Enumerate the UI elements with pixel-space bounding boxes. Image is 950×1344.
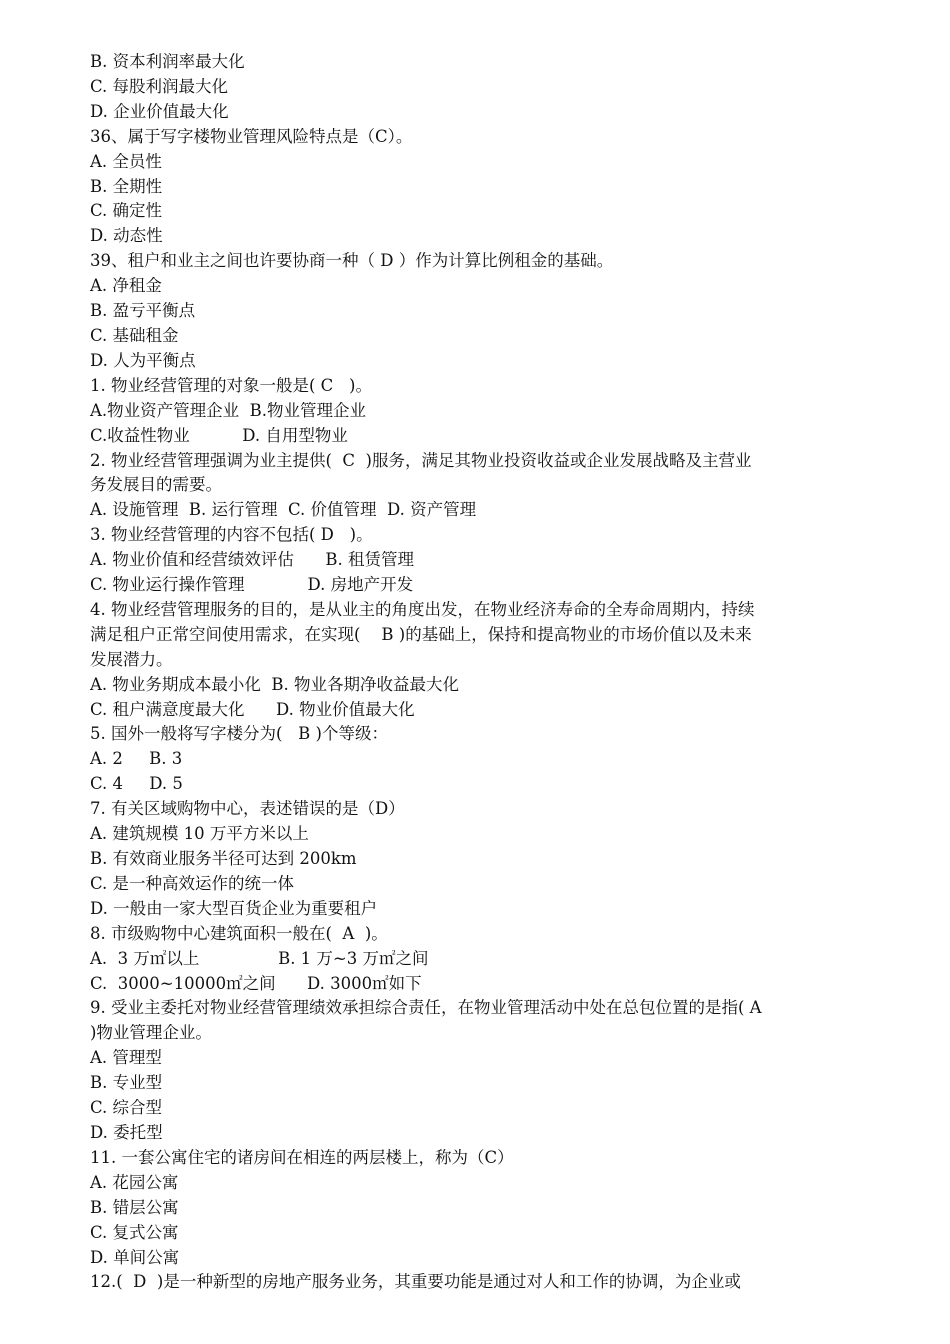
question-7: 7. 有关区域购物中心，表述错误的是（D）	[90, 799, 405, 819]
text-line: B. 盈亏平衡点	[90, 301, 196, 321]
question-9: 9. 受业主委托对物业经营管理绩效承担综合责任，在物业管理活动中处在总包位置的是指( A	[90, 998, 762, 1018]
text-line: 务发展目的需要。	[90, 475, 222, 495]
text-line: B. 错层公寓	[90, 1197, 179, 1217]
question-1: 1. 物业经营管理的对象一般是( C )。	[90, 375, 372, 395]
text-line: A. 全员性	[90, 151, 162, 171]
text-line: B. 全期性	[90, 176, 163, 196]
text-line: D. 动态性	[90, 226, 163, 246]
text-line: A. 物业价值和经营绩效评估 B. 租赁管理	[90, 550, 414, 570]
text-line: C. 4 D. 5	[90, 774, 183, 794]
text-line: C. 每股利润最大化	[90, 76, 229, 96]
question-5: 5. 国外一般将写字楼分为( B )个等级：	[90, 724, 388, 744]
text-line: D. 企业价值最大化	[90, 101, 229, 121]
text-line: C. 物业运行操作管理 D. 房地产开发	[90, 575, 414, 595]
text-line: C. 是一种高效运作的统一体	[90, 873, 295, 893]
text-line: A. 净租金	[90, 276, 162, 296]
text-line: A. 花园公寓	[90, 1172, 179, 1192]
text-line: C. 确定性	[90, 201, 163, 221]
question-8: 8. 市级购物中心建筑面积一般在( A )。	[90, 923, 388, 943]
text-line: B. 有效商业服务半径可达到 200km	[90, 849, 357, 868]
text-line: D. 单间公寓	[90, 1247, 180, 1267]
question-4: 4. 物业经营管理服务的目的，是从业主的角度出发，在物业经济寿命的全寿命周期内，持续	[90, 599, 755, 619]
text-line: C. 基础租金	[90, 325, 179, 345]
question-12: 12.( D )是一种新型的房地产服务业务，其重要功能是通过对人和工作的协调，为企业或	[90, 1272, 741, 1292]
document-body	[90, 50, 890, 1295]
text-line: C. 3000~10000㎡之间 D. 3000㎡如下	[90, 973, 422, 993]
text-line: 满足租户正常空间使用需求，在实现( B )的基础上，保持和提高物业的市场价值以及未来	[90, 624, 752, 644]
text-line: A. 物业务期成本最小化 B. 物业各期净收益最大化	[90, 674, 460, 694]
text-line: B. 资本利润率最大化	[90, 52, 245, 71]
text-line: A. 2 B. 3	[90, 749, 183, 769]
question-11: 11. 一套公寓住宅的诸房间在相连的两层楼上，称为（C）	[90, 1147, 514, 1167]
text-line: A. 管理型	[90, 1048, 162, 1068]
text-line: 发展潜力。	[90, 649, 173, 669]
question-39: 39、租户和业主之间也许要协商一种（ D ）作为计算比例租金的基础。	[90, 251, 614, 271]
text-line: A. 3 万㎡以上 B. 1 万~3 万㎡之间	[90, 948, 429, 968]
text-line: C. 租户满意度最大化 D. 物业价值最大化	[90, 699, 415, 719]
text-line: )物业管理企业。	[90, 1023, 212, 1043]
text-line: A. 设施管理 B. 运行管理 C. 价值管理 D. 资产管理	[90, 500, 477, 520]
question-36: 36、属于写字楼物业管理风险特点是（C）。	[90, 126, 413, 146]
text-line: D. 一般由一家大型百货企业为重要租户	[90, 898, 378, 918]
question-3: 3. 物业经营管理的内容不包括( D )。	[90, 525, 373, 545]
text-line: A.物业资产管理企业 B.物业管理企业	[90, 400, 367, 420]
text-line: C.收益性物业 D. 自用型物业	[90, 425, 348, 445]
text-line: C. 综合型	[90, 1098, 163, 1118]
text-line: A. 建筑规模 10 万平方米以上	[90, 824, 309, 844]
text-line: B. 专业型	[90, 1073, 163, 1093]
question-2: 2. 物业经营管理强调为业主提供( C )服务，满足其物业投资收益或企业发展战略及主营业	[90, 450, 752, 470]
text-line: C. 复式公寓	[90, 1222, 179, 1242]
text-line: D. 委托型	[90, 1122, 163, 1142]
text-line: D. 人为平衡点	[90, 350, 196, 370]
